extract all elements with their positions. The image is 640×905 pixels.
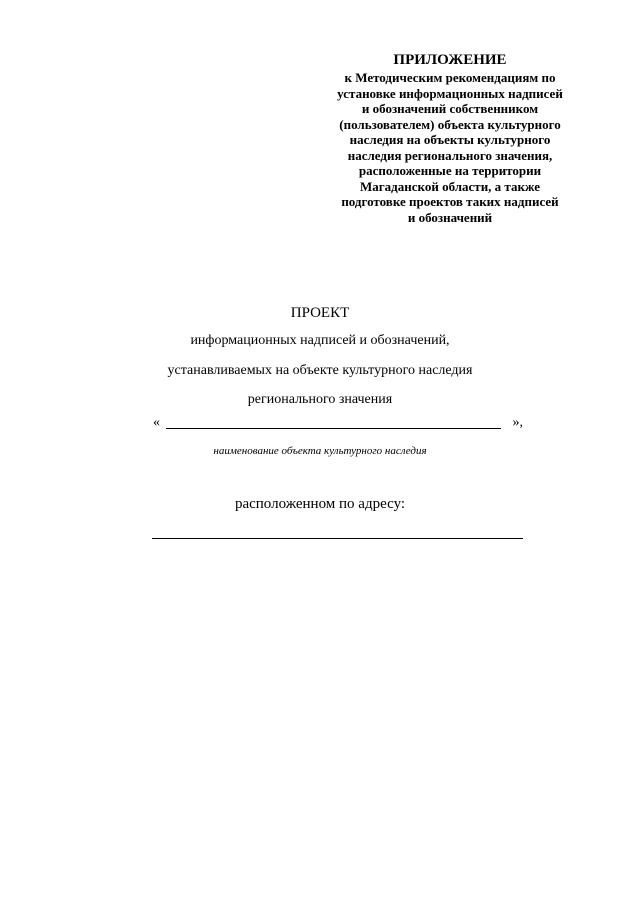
appendix-line: и обозначений xyxy=(407,209,493,225)
appendix-title: ПРИЛОЖЕНИЕ xyxy=(393,52,507,68)
object-name-underline xyxy=(166,428,501,429)
opening-quote: « xyxy=(153,415,160,430)
appendix-reference xyxy=(300,70,600,225)
appendix-line: наследия регионального значения, xyxy=(347,147,553,163)
appendix-header xyxy=(300,52,600,225)
appendix-line: Магаданской области, а также xyxy=(360,178,540,194)
appendix-line: расположенные на территории xyxy=(358,163,542,178)
address-field[interactable] xyxy=(152,538,523,539)
closing-quote: », xyxy=(512,415,523,430)
appendix-line: наследия на объекты культурного xyxy=(349,132,551,147)
object-name-caption: наименование объекта культурного наследия xyxy=(213,445,427,457)
project-subtitle-line-1: информационных надписей и обозначений, xyxy=(190,333,450,348)
appendix-line: и обозначений собственником xyxy=(361,101,539,116)
address-label: расположенном по адресу: xyxy=(234,496,406,512)
appendix-line: (пользователем) объекта культурного xyxy=(339,116,561,132)
appendix-line: подготовке проектов таких надписей xyxy=(341,194,559,209)
appendix-line: установке информационных надписей xyxy=(337,85,563,101)
project-subtitle-line-3: регионального значения xyxy=(247,392,393,407)
object-name-field[interactable] xyxy=(153,414,523,434)
project-subtitle-line-2: устанавливаемых на объекте культурного наследия xyxy=(167,363,473,378)
project-title: ПРОЕКТ xyxy=(290,305,350,321)
appendix-line: к Методическим рекомендациям по xyxy=(344,70,556,85)
